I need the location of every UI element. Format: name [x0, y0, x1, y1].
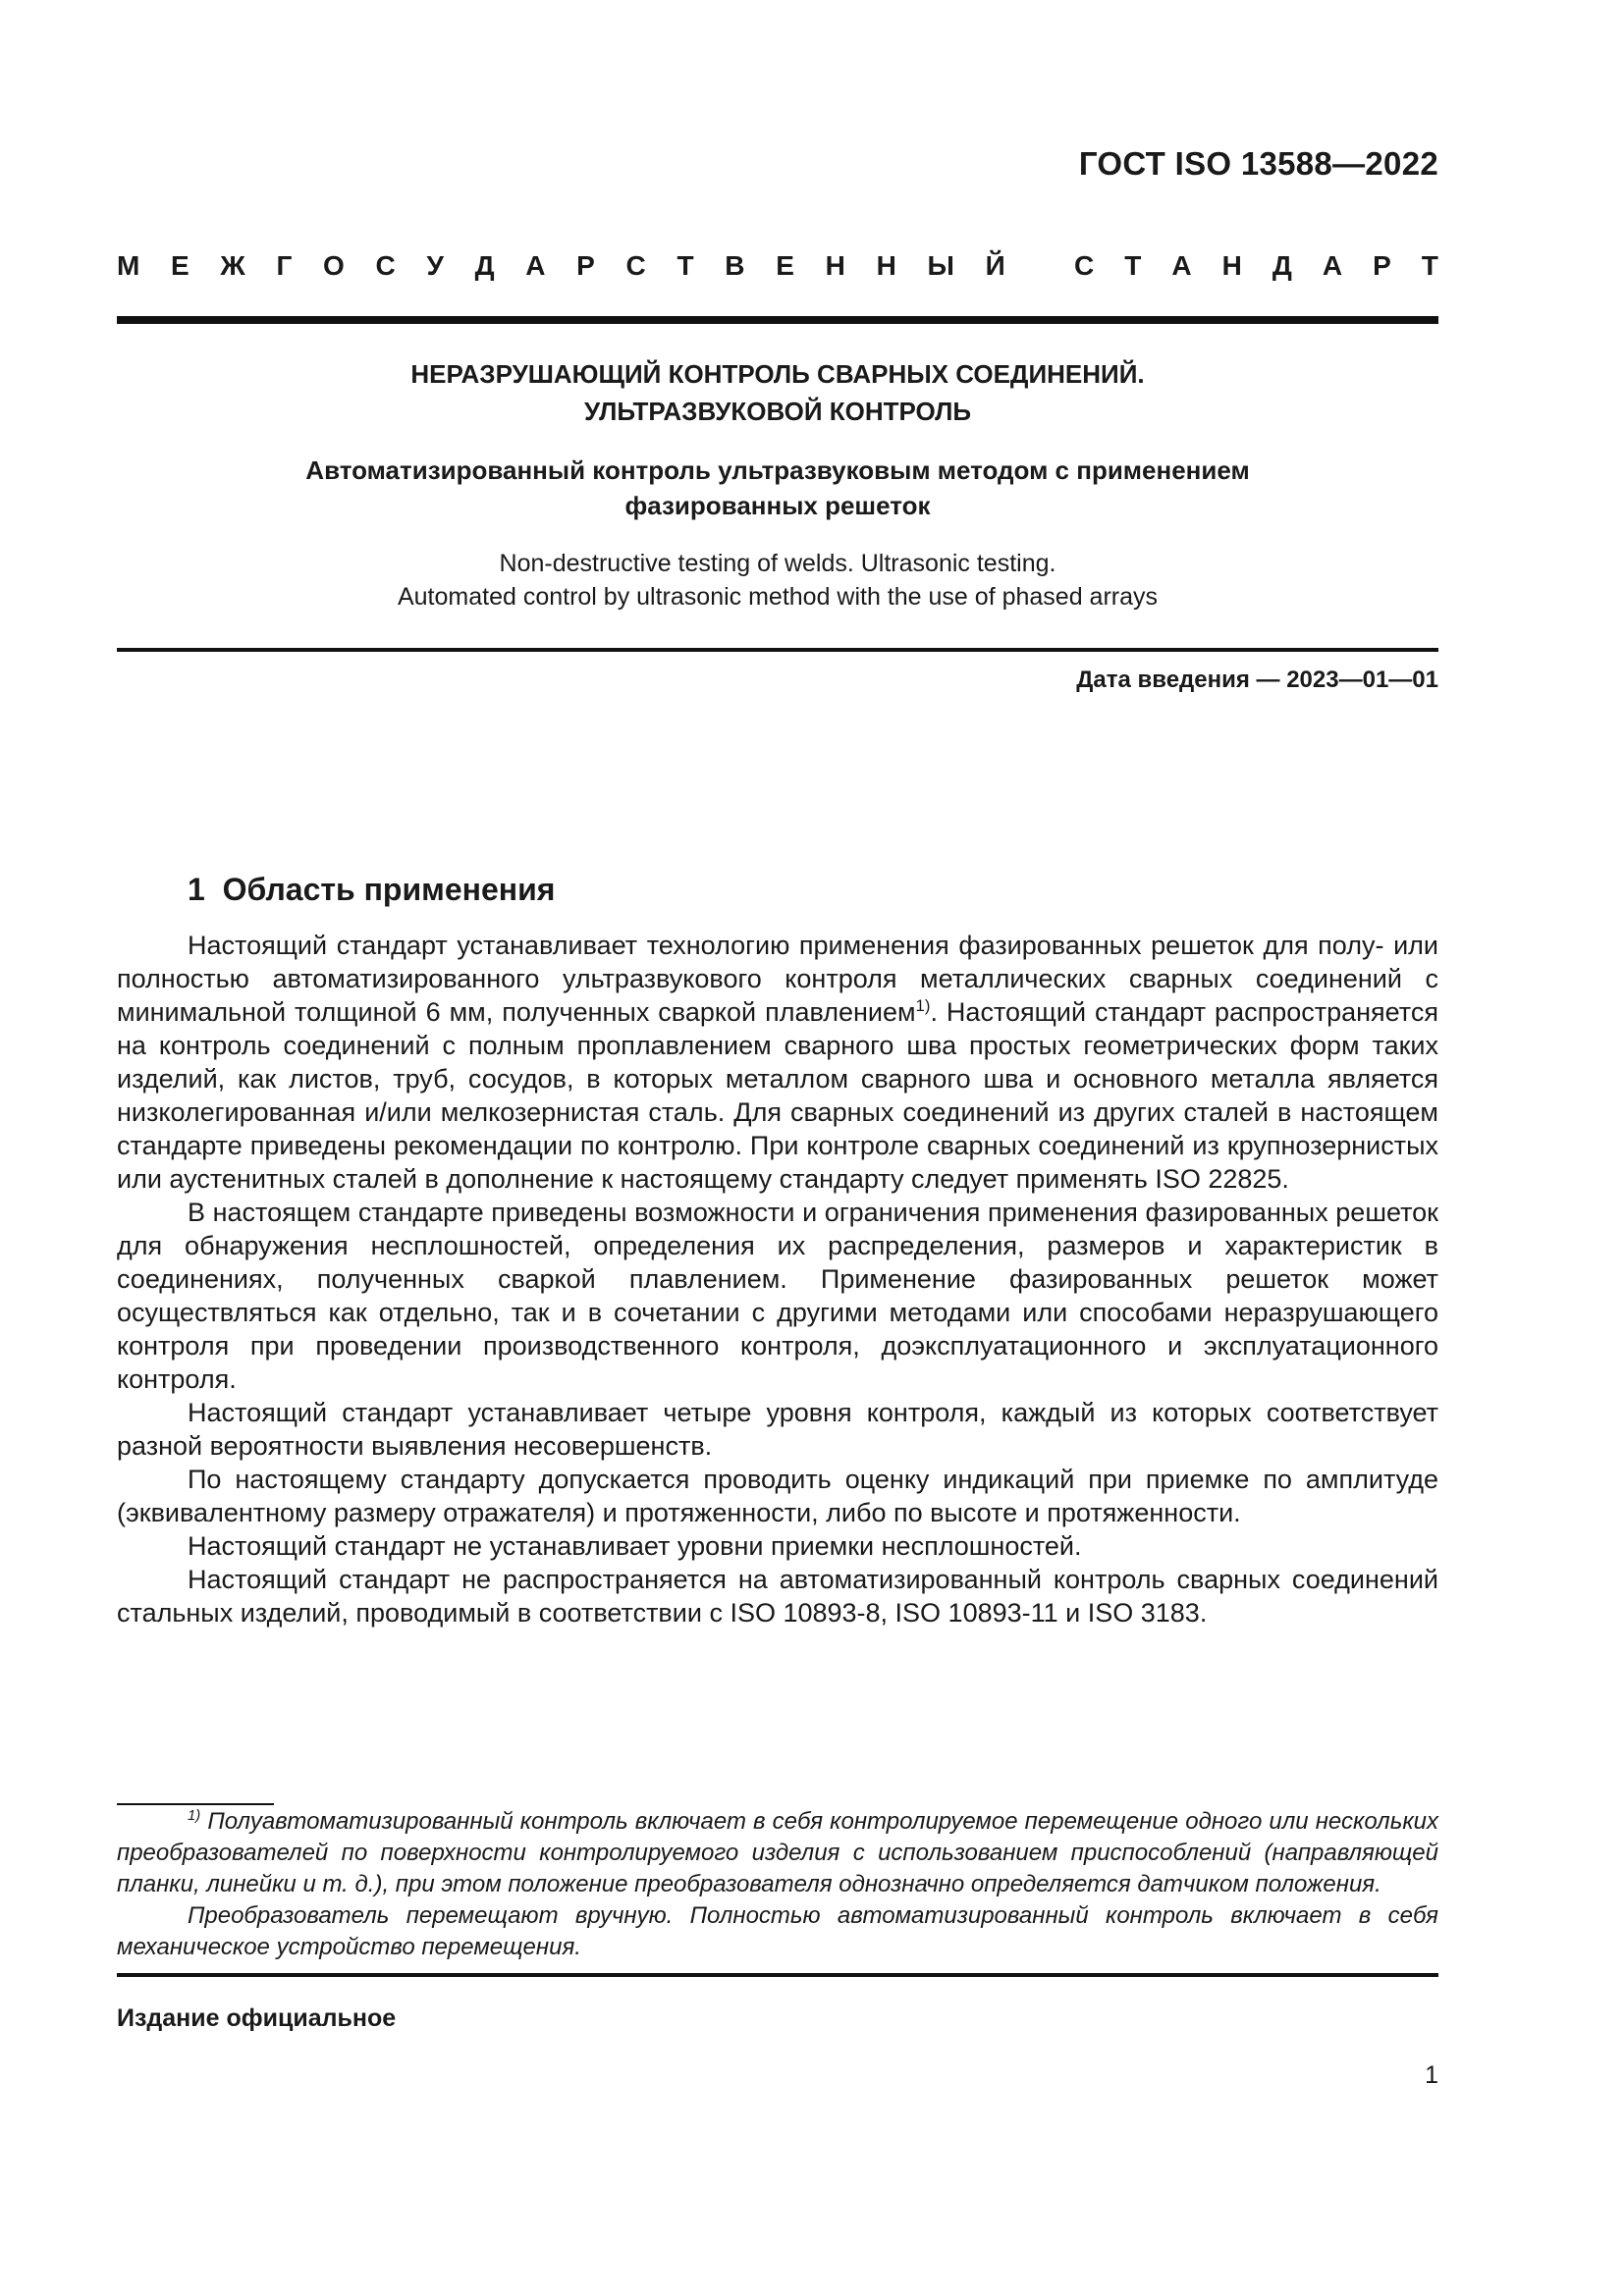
footnote-reference[interactable]: 1)	[915, 996, 931, 1015]
page-number: 1	[1425, 2061, 1438, 2089]
document-subtitle	[117, 453, 1438, 523]
section-title: Область применения	[222, 872, 556, 907]
official-edition-label: Издание официальное	[117, 2004, 397, 2032]
paragraph-6: Настоящий стандарт не распространяется на автоматизированный контроль сварных соединений стальных изделий, проводимый в соответствии с ISO 10893-8, ISO 10893-11 и ISO 3183.	[117, 1565, 1438, 1628]
paragraph-2: В настоящем стандарте приведены возможности и ограничения применения фазированных решеток для обнаружения несплошностей, определения их распределения, размеров и характеристик в соединениях, полученных сваркой плавлением. Применение фазированных решеток может осуществляться как отдельно, так и в сочетании с другими методами или способами неразрушающего контроля при проведении производственного контроля, доэксплуатационного и эксплуатационного контроля.	[117, 1198, 1438, 1394]
section-heading	[188, 872, 555, 908]
paragraph-1: Настоящий стандарт устанавливает технологию применения фазированных решеток для полу- или полностью автоматизированного ультразвукового контроля металлических сварных соединений с минимальной толщиной 6 мм, полученных сваркой плавлением$^{1)}$. Настоящий стандарт распространяется на контроль соединений с полным проплавлением сварного шва простых геометрических форм таких изделий, как листов, труб, сосудов, в которых металлом сварного шва и основного металла является низколегированная и/или мелкозернистая сталь. Для сварных соединений из других сталей в настоящем стандарте приведены рекомендации по контролю. При контроле сварных соединений из крупнозернистых или аустенитных сталей в дополнение к настоящему стандарту следует применять ISO 22825.	[117, 931, 1438, 1194]
document-code: ГОСТ ISO 13588—2022	[1078, 145, 1438, 182]
document-page	[117, 0, 1438, 2296]
subtitle-line-2: фазированных решеток	[624, 491, 931, 520]
english-title	[117, 547, 1438, 614]
section-number: 1	[188, 872, 205, 907]
footnote-1: $^{1)}$ Полуавтоматизированный контроль включает в себя контролируемое перемещение одного или нескольких преобразователей по поверхности контролируемого изделия с использованием приспособлений (направляющей планки, линейки и т. д.), при этом положение преобразователя однозначно определяется датчиком положения.	[117, 1808, 1438, 1897]
footnote-marker: 1)	[188, 1808, 201, 1824]
footer-divider	[117, 1973, 1438, 1977]
introduction-date: Дата введения — 2023—01—01	[1076, 667, 1438, 693]
standard-type-word-standard: С Т А Н Д А Р Т	[1074, 250, 1438, 281]
english-title-line-1: Non-destructive testing of welds. Ultrasonic testing.	[499, 550, 1056, 577]
footnotes	[117, 1806, 1438, 1963]
document-title	[117, 355, 1438, 430]
section-body	[117, 929, 1438, 1629]
title-line-1: НЕРАЗРУШАЮЩИЙ КОНТРОЛЬ СВАРНЫХ СОЕДИНЕНИЙ.	[410, 359, 1145, 389]
title-divider	[117, 648, 1438, 652]
header-divider	[117, 316, 1438, 324]
subtitle-line-1: Автоматизированный контроль ультразвуковым методом с применением	[305, 455, 1250, 485]
paragraph-5: Настоящий стандарт не устанавливает уровни приемки несплошностей.	[188, 1531, 1082, 1561]
standard-type-heading	[117, 250, 1438, 282]
paragraph-3: Настоящий стандарт устанавливает четыре уровня контроля, каждый из которых соответствует разной вероятности выявления несовершенств.	[117, 1398, 1438, 1461]
standard-type-word-interstate: М Е Ж Г О С У Д А Р С Т В Е Н Н Ы Й	[117, 250, 1005, 281]
footnote-1-continuation: Преобразователь перемещают вручную. Полностью автоматизированный контроль включает в себя механическое устройство перемещения.	[117, 1902, 1438, 1960]
footnote-separator	[117, 1803, 274, 1805]
paragraph-4: По настоящему стандарту допускается проводить оценку индикаций при приемке по амплитуде (эквивалентному размеру отражателя) и протяженности, либо по высоте и протяженности.	[117, 1465, 1438, 1527]
title-line-2: УЛЬТРАЗВУКОВОЙ КОНТРОЛЬ	[583, 397, 972, 426]
english-title-line-2: Automated control by ultrasonic method with the use of phased arrays	[397, 583, 1159, 611]
